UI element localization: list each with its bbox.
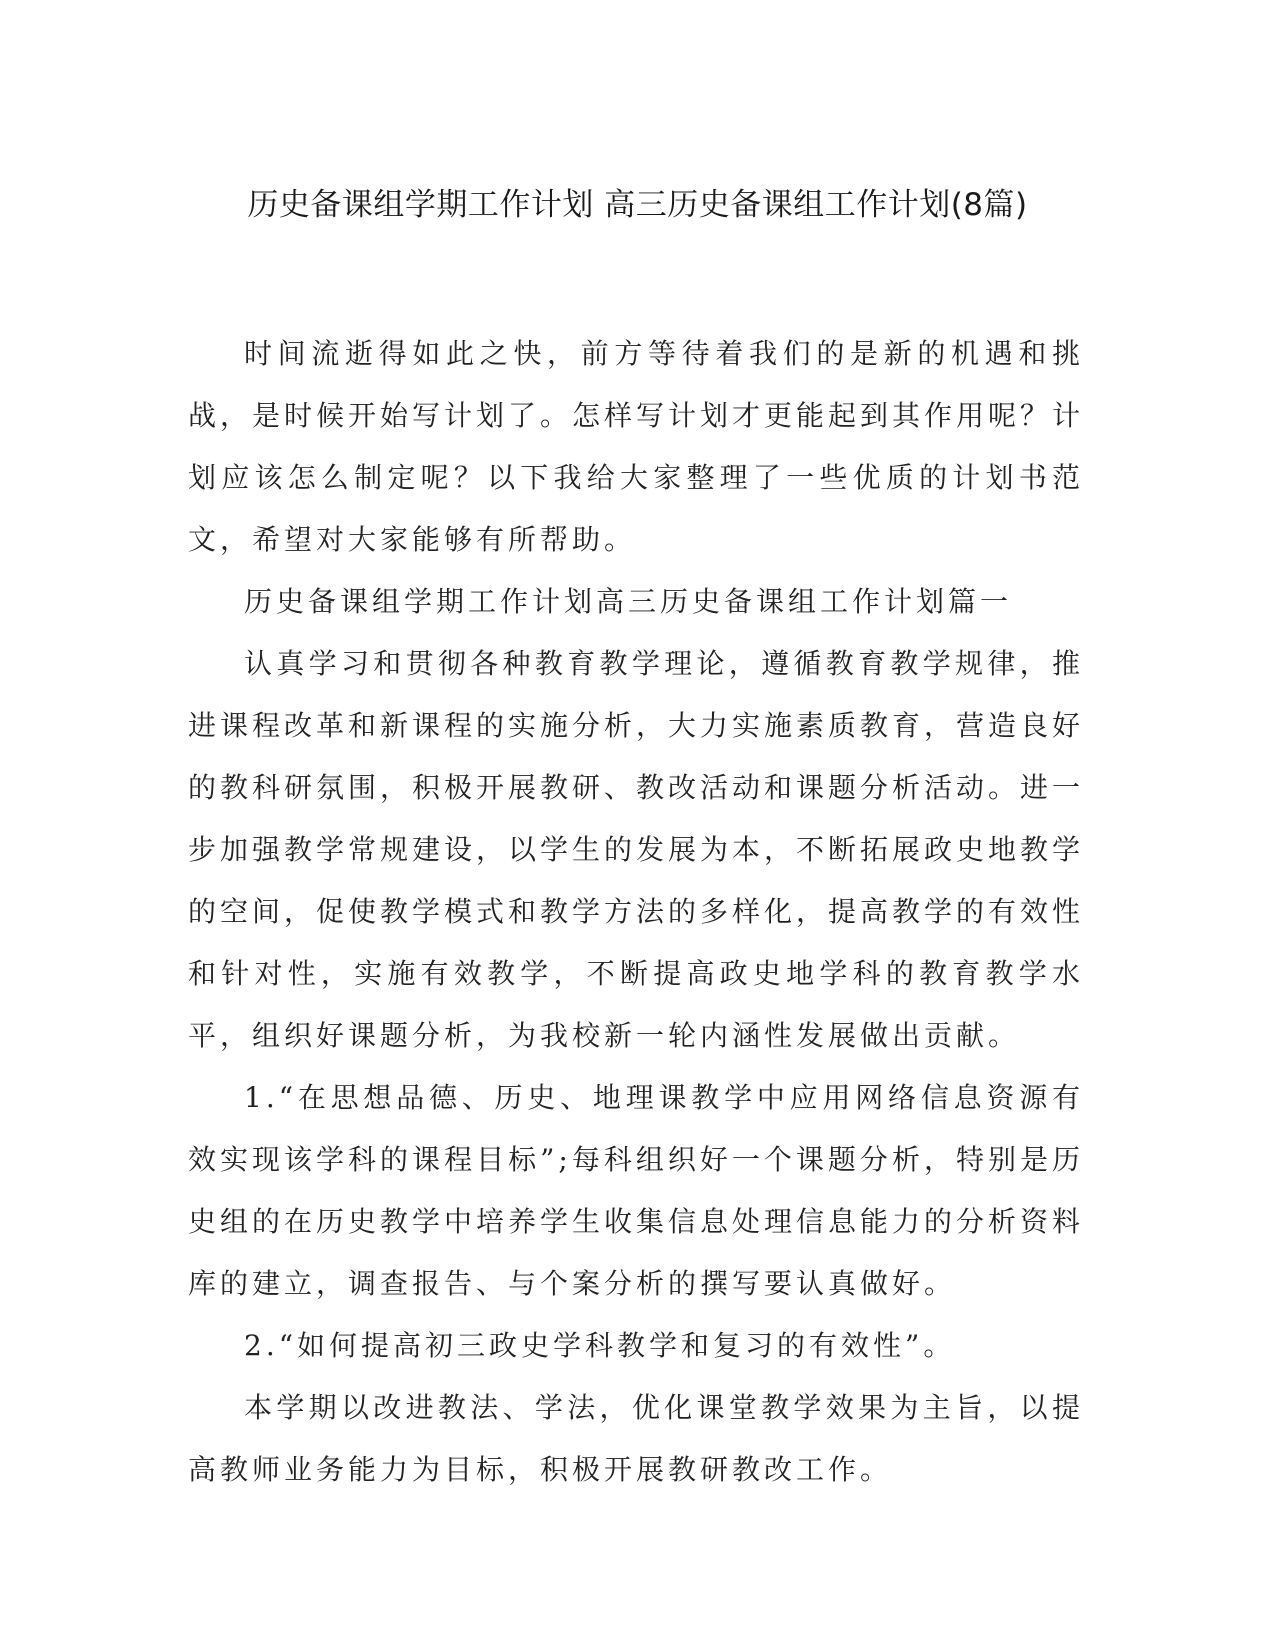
document-body (188, 323, 1084, 1501)
document-title: 历史备课组学期工作计划 高三历史备课组工作计划(8篇) (247, 187, 1028, 223)
paragraph-guiding-principles: 认真学习和贯彻各种教育教学理论，遵循教育教学规律，推进课程改革和新课程的实施分析，大力实施素质教育，营造良好的教科研氛围，积极开展教研、教改活动和课题分析活动。进一步加强教学常规建设，以学生的发展为本，不断拓展政史地教学的空间，促使教学模式和教学方法的多样化，提高教学的有效性和针对性，实施有效教学，不断提高政史地学科的教育教学水平，组织好课题分析，为我校新一轮内涵性发展做出贡献。 (188, 647, 1085, 1052)
paragraph-section-heading: 历史备课组学期工作计划高三历史备课组工作计划篇一 (244, 585, 1013, 618)
paragraph-item-1: 1.“在思想品德、历史、地理课教学中应用网络信息资源有效实现该学科的课程目标”;每科组织好一个课题分析，特别是历史组的在历史教学中培养学生收集信息处理信息能力的分析资料库的建立，调查报告、与个案分析的撰写要认真做好。 (188, 1081, 1085, 1300)
paragraph-intro: 时间流逝得如此之快，前方等待着我们的是新的机遇和挑战，是时候开始写计划了。怎样写计划才更能起到其作用呢？计划应该怎么制定呢？以下我给大家整理了一些优质的计划书范文，希望对大家能够有所帮助。 (188, 337, 1085, 556)
paragraph-item-2: 2.“如何提高初三政史学科教学和复习的有效性”。 (244, 1329, 956, 1362)
paragraph-semester-goal: 本学期以改进教法、学法，优化课堂教学效果为主旨，以提高教师业务能力为目标，积极开展教研教改工作。 (188, 1391, 1084, 1486)
